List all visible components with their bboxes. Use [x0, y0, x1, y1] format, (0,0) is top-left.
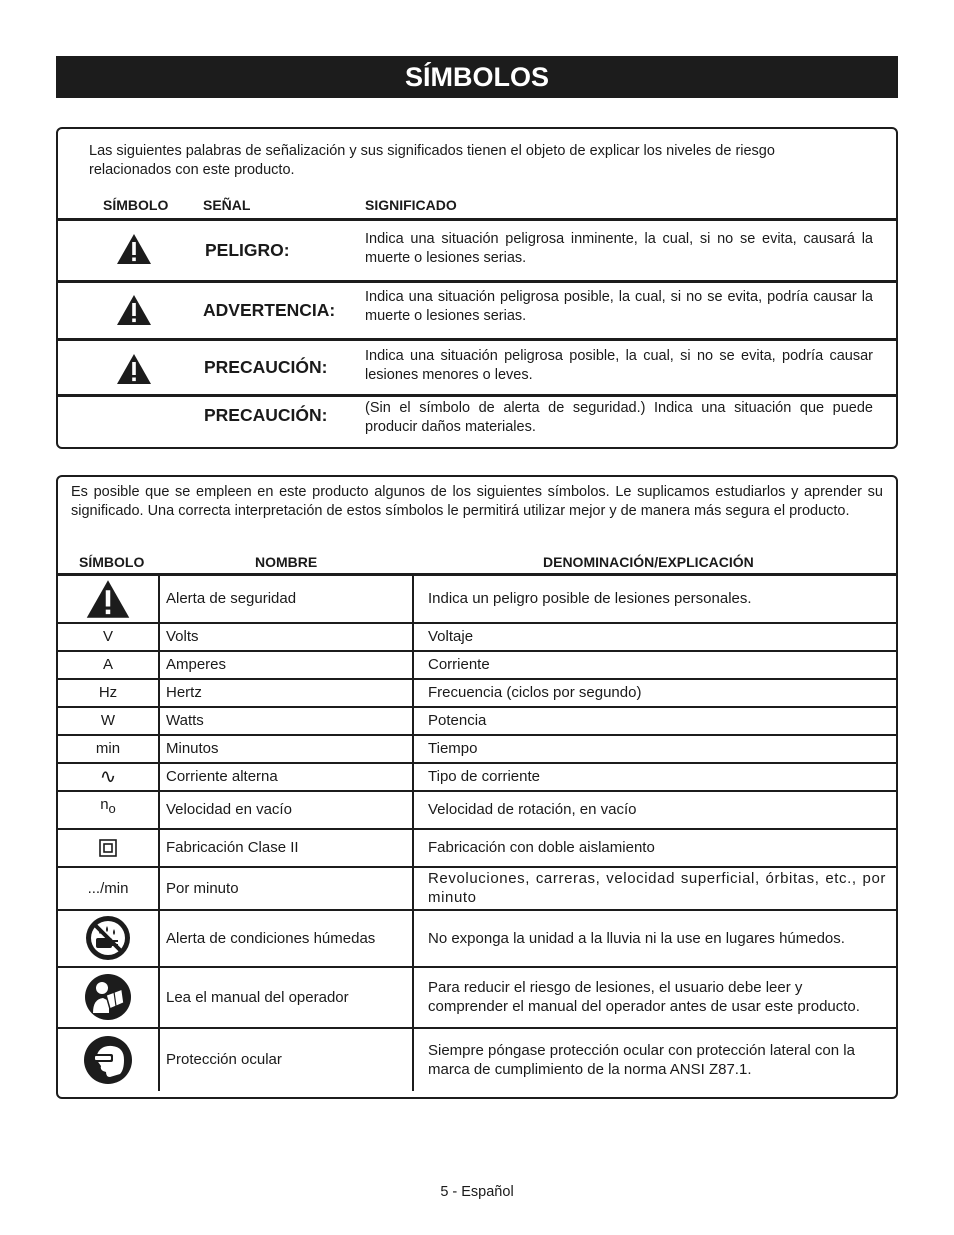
explanation-cell: Tipo de corriente	[413, 763, 896, 791]
symbol-cell: min	[58, 735, 159, 763]
name-cell: Alerta de condiciones húmedas	[159, 910, 413, 967]
warning-triangle-icon	[116, 294, 152, 326]
explanation-cell: Siempre póngase protección ocular con protección lateral con la marca de cumplimiento de la norma ANSI Z87.1.	[413, 1028, 896, 1091]
symbol-cell	[58, 910, 159, 967]
explanation-cell: Para reducir el riesgo de lesiones, el usuario debe leer y comprender el manual del operador antes de usar este producto.	[413, 967, 896, 1028]
explanation-cell: Corriente	[413, 651, 896, 679]
name-cell: Por minuto	[159, 867, 413, 910]
symbol-cell	[58, 575, 159, 623]
table-row	[58, 651, 896, 679]
symbol-cell	[58, 1028, 159, 1091]
explanation-cell: Fabricación con doble aislamiento	[413, 829, 896, 867]
symbols-table	[58, 573, 896, 1091]
explanation-cell: Potencia	[413, 707, 896, 735]
signal-row	[58, 394, 896, 449]
symbol-cell	[58, 829, 159, 867]
signal-word: ADVERTENCIA:	[203, 300, 336, 320]
symbol-cell: W	[58, 707, 159, 735]
warning-triangle-icon	[58, 579, 158, 619]
explanation-cell: Frecuencia (ciclos por segundo)	[413, 679, 896, 707]
symbols-panel	[56, 475, 898, 1099]
name-cell: Lea el manual del operador	[159, 967, 413, 1028]
explanation-cell: Indica un peligro posible de lesiones personales.	[413, 575, 896, 623]
symbol-cell: Hz	[58, 679, 159, 707]
name-cell: Fabricación Clase II	[159, 829, 413, 867]
explanation-cell: Tiempo	[413, 735, 896, 763]
header-meaning: SIGNIFICADO	[365, 197, 457, 213]
symbol-cell	[58, 791, 159, 829]
symbol-cell	[58, 763, 159, 791]
header-symbol: SÍMBOLO	[79, 554, 145, 570]
name-cell: Protección ocular	[159, 1028, 413, 1091]
symbol-intro: Es posible que se empleen en este producto algunos de los siguientes símbolos. Le suplicamos estudiarlos y aprender su significado. Una correcta interpretación de estos símbolos le permitirá utilizar mejor y de manera más segura el producto.	[71, 484, 883, 519]
signal-word: PRECAUCIÓN:	[204, 357, 328, 377]
table-row	[58, 707, 896, 735]
eye-protection-icon	[58, 1035, 158, 1085]
explanation-cell: Voltaje	[413, 623, 896, 651]
signal-row	[58, 280, 896, 338]
signal-meaning: Indica una situación peligrosa posible, la cual, si no se evita, podría causar lesiones menores o leves.	[365, 348, 873, 383]
signal-meaning: (Sin el símbolo de alerta de seguridad.) Indica una situación que puede producir daños materiales.	[365, 400, 873, 435]
symbol-cell: .../min	[58, 867, 159, 910]
table-row	[58, 829, 896, 867]
table-row	[58, 575, 896, 623]
no-load-speed-symbol: n	[100, 795, 109, 813]
table-row	[58, 967, 896, 1028]
table-row	[58, 735, 896, 763]
table-row	[58, 679, 896, 707]
name-cell: Amperes	[159, 651, 413, 679]
name-cell: Watts	[159, 707, 413, 735]
name-cell: Alerta de seguridad	[159, 575, 413, 623]
signal-row	[58, 338, 896, 394]
name-cell: Corriente alterna	[159, 763, 413, 791]
no-load-speed-subscript: o	[108, 800, 116, 816]
header-name: NOMBRE	[255, 554, 318, 570]
signal-row	[58, 218, 896, 280]
signal-words-panel	[56, 127, 898, 449]
page-footer: 5 - Español	[440, 1184, 514, 1200]
name-cell: Velocidad en vacío	[159, 791, 413, 829]
name-cell: Minutos	[159, 735, 413, 763]
wet-conditions-icon	[58, 914, 158, 962]
page-title: SÍMBOLOS	[56, 56, 898, 98]
header-signal: SEÑAL	[203, 197, 251, 213]
explanation-cell: Revoluciones, carreras, velocidad superficial, órbitas, etc., por minuto	[413, 867, 896, 910]
table-row	[58, 763, 896, 791]
double-square-icon	[58, 839, 158, 857]
table-row	[58, 1028, 896, 1091]
warning-triangle-icon	[116, 233, 152, 265]
header-explanation: DENOMINACIÓN/EXPLICACIÓN	[543, 554, 754, 570]
warning-triangle-icon	[116, 353, 152, 385]
table-row	[58, 791, 896, 829]
symbol-cell: V	[58, 623, 159, 651]
table-row	[58, 910, 896, 967]
signal-word: PRECAUCIÓN:	[204, 405, 328, 425]
signal-intro: Las siguientes palabras de señalización y sus significados tienen el objeto de explicar los niveles de riesgo relacionados con este producto.	[89, 143, 775, 178]
signal-meaning: Indica una situación peligrosa posible, la cual, si no se evita, podría causar la muerte o lesiones serias.	[365, 289, 873, 324]
symbol-cell	[58, 967, 159, 1028]
name-cell: Hertz	[159, 679, 413, 707]
alternating-current-icon: ∿	[99, 766, 117, 788]
read-manual-icon	[58, 973, 158, 1021]
header-symbol: SÍMBOLO	[103, 197, 169, 213]
table-row	[58, 867, 896, 910]
signal-meaning: Indica una situación peligrosa inminente, la cual, si no se evita, causará la muerte o lesiones serias.	[365, 231, 873, 266]
explanation-cell: Velocidad de rotación, en vacío	[413, 791, 896, 829]
name-cell: Volts	[159, 623, 413, 651]
signal-word: PELIGRO:	[205, 240, 290, 260]
explanation-cell: No exponga la unidad a la lluvia ni la use en lugares húmedos.	[413, 910, 896, 967]
symbol-cell: A	[58, 651, 159, 679]
table-row	[58, 623, 896, 651]
